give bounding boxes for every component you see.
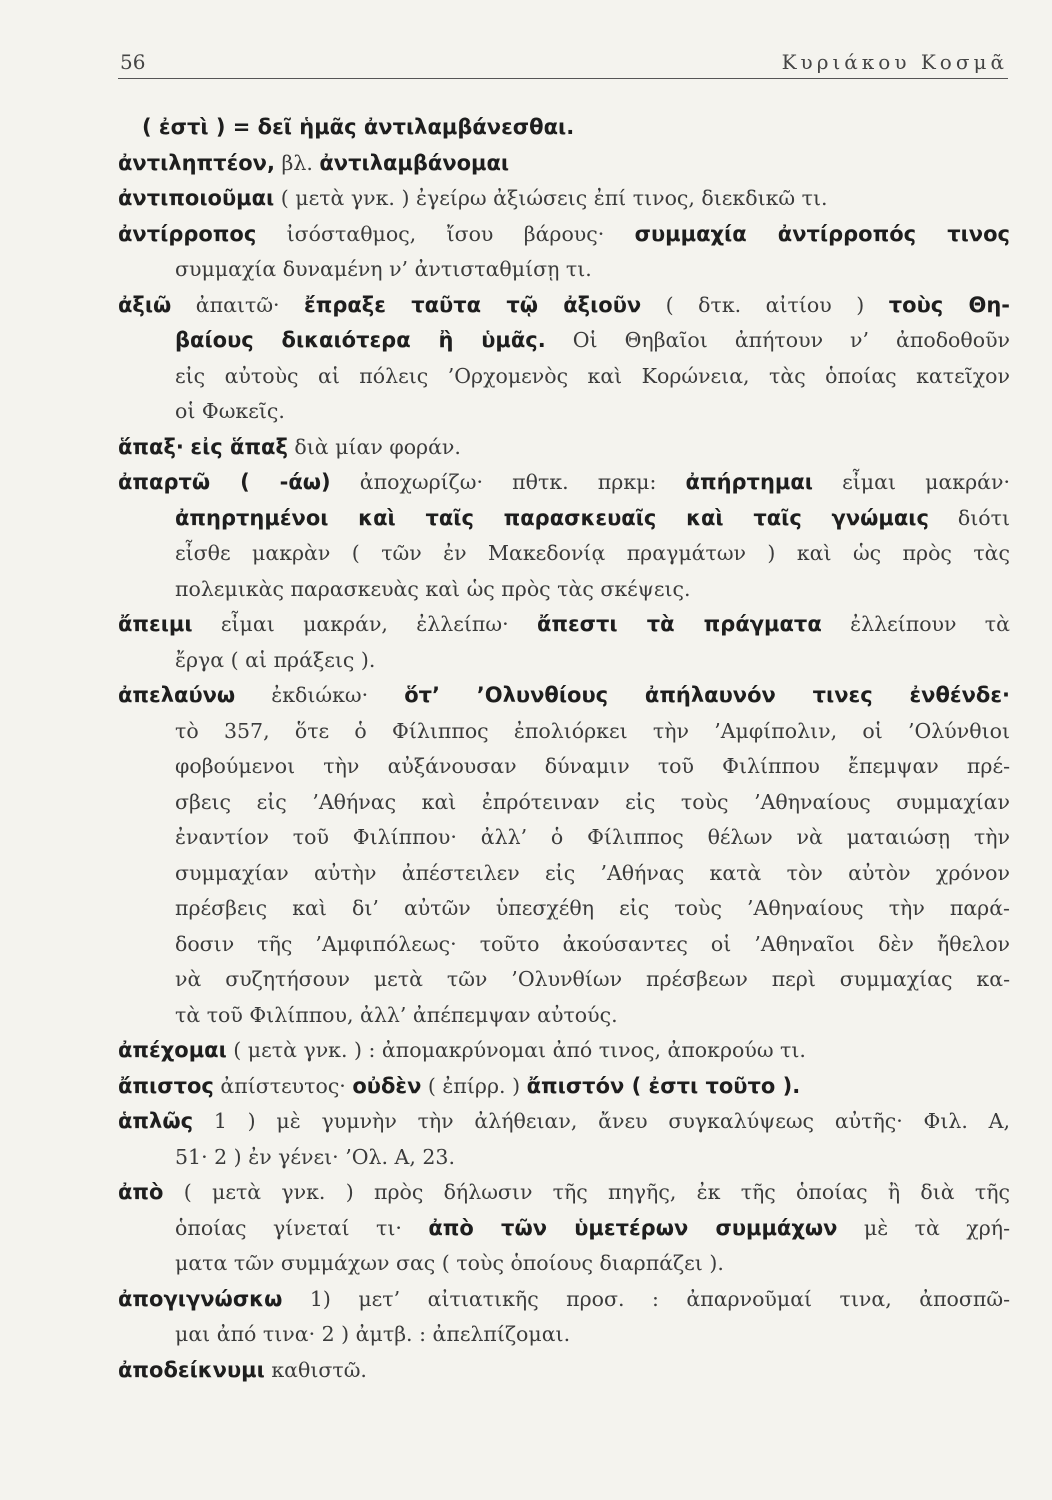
entry-continuation-line [118, 252, 1010, 288]
entry-headline [118, 1353, 1010, 1389]
bold-phrase: ἀπήρτημαι [685, 470, 813, 494]
entry-headline [118, 465, 1010, 501]
definition-text: ἐκδιώκω· [235, 683, 405, 707]
headword: ἀντιληπτέον, [118, 150, 275, 175]
bold-phrase: ἀντιλαμβάνομαι [319, 150, 510, 175]
definition-text: ( μετὰ γνκ. ) ἐγείρω ἀξιώσεις ἐπί τινος, διεκδικῶ τι. [274, 186, 828, 210]
definition-text: διότι [928, 505, 1010, 530]
entry-continuation-line [118, 1140, 1010, 1176]
definition-text: σβεις εἰς ’Αθήνας καὶ ἐπρότειναν εἰς τοὺς ’Αθηναίους συμμαχίαν [175, 789, 1010, 814]
headword: ἀξιῶ [118, 292, 172, 317]
definition-text: ἰσόσταθμος, ἴσου βάρους· [256, 221, 635, 246]
page-number: 56 [120, 50, 146, 74]
dictionary-entry [118, 110, 1010, 146]
entry-headline [118, 1175, 1010, 1211]
dictionary-entry [118, 146, 1010, 182]
definition-text: 1) μετ’ αἰτιατικῆς προσ. : ἀπαρνοῦμαί τινα, ἀποσπῶ- [282, 1286, 1010, 1311]
dictionary-entry [118, 1033, 1010, 1069]
entry-headline [118, 217, 1010, 253]
entry-continuation-line [118, 785, 1010, 821]
headword: ἀπέχομαι [118, 1038, 227, 1062]
headword: ἀπαρτῶ ( -άω) [118, 470, 331, 494]
entry-headline [118, 1033, 1010, 1069]
bold-phrase: βαίους δικαιότερα ἢ ὑμᾶς. [175, 328, 546, 352]
entry-headline [118, 678, 1010, 714]
definition-text: ἀποχωρίζω· πθτκ. πρκμ: [330, 470, 686, 494]
entry-headline [118, 146, 1010, 182]
definition-text: νὰ συζητήσουν μετὰ τῶν ’Ολυνθίων πρέσβεων περὶ συμμαχίας κα- [175, 967, 1010, 991]
dictionary-entry [118, 181, 1010, 217]
headword: ἀπογιγνώσκω [118, 1286, 283, 1311]
definition-text: εἶμαι μακράν, ἐλλείπω· [192, 612, 537, 636]
dictionary-entries [118, 110, 1010, 1388]
definition-text: ἀπαιτῶ· [171, 292, 305, 317]
definition-text: πρέσβεις καὶ δι’ αὐτῶν ὑπεσχέθη εἰς τοὺς ’Αθηναίους τὴν παρά- [175, 896, 1010, 920]
definition-text: ἐναντίον τοῦ Φιλίππου· ἀλλ’ ὁ Φίλιππος θέλων νὰ ματαιώσῃ τὴν [175, 825, 1010, 849]
entry-continuation-line [118, 714, 1010, 750]
entry-headline [118, 1282, 1010, 1318]
dictionary-entry [118, 1282, 1010, 1353]
headword: ἀπελαύνω [118, 683, 236, 707]
definition-text: δοσιν τῆς ’Αμφιπόλεως· τοῦτο ἀκούσαντες οἱ ’Αθηναῖοι δὲν ἤθελον [175, 931, 1010, 956]
entry-continuation-line [118, 359, 1010, 395]
entry-headline [118, 110, 1010, 146]
dictionary-entry [118, 288, 1010, 430]
entry-headline [118, 1069, 1010, 1105]
definition-text: συμμαχίαν αὐτὴν ἀπέστειλεν εἰς ’Αθήνας κατὰ τὸν αὐτὸν χρόνον [175, 860, 1010, 885]
entry-continuation-line [118, 998, 1010, 1034]
running-title: Κυριάκου Κοσμᾶ [781, 50, 1008, 74]
entry-continuation-line [118, 501, 1010, 537]
bold-phrase: ἄπιστόν ( ἐστι τοῦτο ). [526, 1073, 801, 1098]
definition-text: φοβούμενοι τὴν αὐξάνουσαν δύναμιν τοῦ Φιλίππου ἔπεμψαν πρέ- [175, 754, 1010, 778]
definition-text: ματα τῶν συμμάχων σας ( τοὺς ὁποίους διαρπάζει ). [175, 1251, 724, 1275]
definition-text: ( ἐπίρρ. ) [421, 1073, 527, 1098]
headword: ἀντιποιοῦμαι [118, 186, 275, 210]
entry-continuation-line [118, 323, 1010, 359]
entry-continuation-line [118, 891, 1010, 927]
bold-phrase: ἄπεστι τὰ πράγματα [536, 612, 822, 636]
bold-phrase: ἀπὸ τῶν ὑμετέρων συμμάχων [428, 1215, 838, 1240]
bold-phrase: ἔπραξε ταῦτα τῷ ἀξιοῦν [304, 292, 642, 317]
headword: ἀντίρροπος [118, 221, 257, 246]
bold-phrase: εἰς ἅπαξ [190, 434, 288, 459]
dictionary-entry [118, 1353, 1010, 1389]
definition-text: βλ. [274, 150, 320, 175]
entry-headline [118, 1104, 1010, 1140]
entry-continuation-line [118, 394, 1010, 430]
entry-headline [118, 288, 1010, 324]
entry-continuation-line [118, 1317, 1010, 1353]
entry-continuation-line [118, 856, 1010, 892]
definition-text: 1 ) μὲ γυμνὴν τὴν ἀλήθειαν, ἄνευ συγκαλύψεως αὐτῆς· Φιλ. Α, [193, 1109, 1010, 1133]
entry-continuation-line [118, 820, 1010, 856]
bold-phrase: οὐδὲν [352, 1073, 422, 1098]
definition-text: ( μετὰ γνκ. ) : ἀπομακρύνομαι ἀπό τινος, ἀποκρούω τι. [226, 1038, 806, 1062]
headword: ἄπιστος [118, 1073, 214, 1098]
bold-phrase: συμμαχία ἀντίρροπός τινος [634, 221, 1010, 246]
entry-continuation-line [118, 1246, 1010, 1282]
definition-text: εἶμαι μακράν· [812, 470, 1010, 494]
definition-text: συμμαχία δυναμένη ν’ ἀντισταθμίσῃ τι. [175, 257, 592, 281]
definition-text: ( δτκ. αἰτίου ) [641, 292, 889, 317]
definition-text: ( μετὰ γνκ. ) πρὸς δήλωσιν τῆς πηγῆς, ἐκ τῆς ὁποίας ἢ διὰ τῆς [163, 1180, 1010, 1204]
definition-text: τὸ 357, ὅτε ὁ Φίλιππος ἐπολιόρκει τὴν ’Αμφίπολιν, οἱ ’Ολύνθιοι [175, 718, 1010, 743]
entry-headline [118, 430, 1010, 466]
bold-phrase: τοὺς Θη- [888, 292, 1010, 317]
entry-headline [118, 181, 1010, 217]
headword: ἅπαξ· [118, 434, 184, 459]
dictionary-entry [118, 1104, 1010, 1175]
definition-text: διὰ μίαν φοράν. [287, 434, 461, 459]
definition-text: ὁποίας γίνεταί τι· [175, 1215, 429, 1240]
headword: ἀποδείκνυμι [118, 1357, 265, 1382]
entry-continuation-line [118, 536, 1010, 572]
definition-text: μαι ἀπό τινα· 2 ) ἀμτβ. : ἀπελπίζομαι. [175, 1322, 571, 1346]
definition-text: πολεμικὰς παρασκευὰς καὶ ὡς πρὸς τὰς σκέψεις. [175, 576, 691, 601]
definition-text: εἶσθε μακρὰν ( τῶν ἐν Μακεδονίᾳ πραγμάτων ) καὶ ὡς πρὸς τὰς [175, 541, 1010, 565]
entry-continuation-line [118, 1211, 1010, 1247]
definition-text: ἐλλείπουν τὰ [821, 612, 1010, 636]
entry-continuation-line [118, 962, 1010, 998]
definition-text: καθιστῶ. [264, 1357, 367, 1382]
definition-text: εἰς αὐτοὺς αἱ πόλεις ’Ορχομενὸς καὶ Κορώνεια, τὰς ὁποίας κατεῖχον [175, 363, 1010, 388]
dictionary-entry [118, 1175, 1010, 1282]
entry-continuation-line [118, 643, 1010, 679]
dictionary-entry [118, 607, 1010, 678]
dictionary-entry [118, 1069, 1010, 1105]
headword: ( ἐστὶ ) = δεῖ ἡμᾶς ἀντιλαμβάνεσθαι. [142, 115, 575, 139]
definition-text: τὰ τοῦ Φιλίππου, ἀλλ’ ἀπέπεμψαν αὐτούς. [175, 1002, 618, 1027]
dictionary-entry [118, 678, 1010, 1033]
headword: ἀπὸ [118, 1180, 164, 1204]
definition-text: Οἱ Θηβαῖοι ἀπήτουν ν’ ἀποδοθοῦν [545, 328, 1011, 352]
dictionary-entry [118, 430, 1010, 466]
page-header [118, 48, 1008, 79]
bold-phrase: ὅτ’ ’Ολυνθίους ἀπήλαυνόν τινες ἐνθένδε· [404, 683, 1010, 707]
definition-text: ἔργα ( αἱ πράξεις ). [175, 647, 376, 672]
bold-phrase: ἀπηρτημένοι καὶ ταῖς παρασκευαῖς καὶ ταῖς γνώμαις [175, 505, 929, 530]
definition-text: 51· 2 ) ἐν γένει· ’Ολ. Α, 23. [175, 1144, 455, 1169]
headword: ἁπλῶς [118, 1109, 194, 1133]
entry-continuation-line [118, 749, 1010, 785]
definition-text: οἱ Φωκεῖς. [175, 399, 285, 423]
definition-text: μὲ τὰ χρή- [837, 1215, 1010, 1240]
dictionary-entry [118, 465, 1010, 607]
entry-continuation-line [118, 572, 1010, 608]
dictionary-entry [118, 217, 1010, 288]
definition-text: ἀπίστευτος· [213, 1073, 353, 1098]
entry-headline [118, 607, 1010, 643]
headword: ἄπειμι [118, 612, 193, 636]
entry-continuation-line [118, 927, 1010, 963]
